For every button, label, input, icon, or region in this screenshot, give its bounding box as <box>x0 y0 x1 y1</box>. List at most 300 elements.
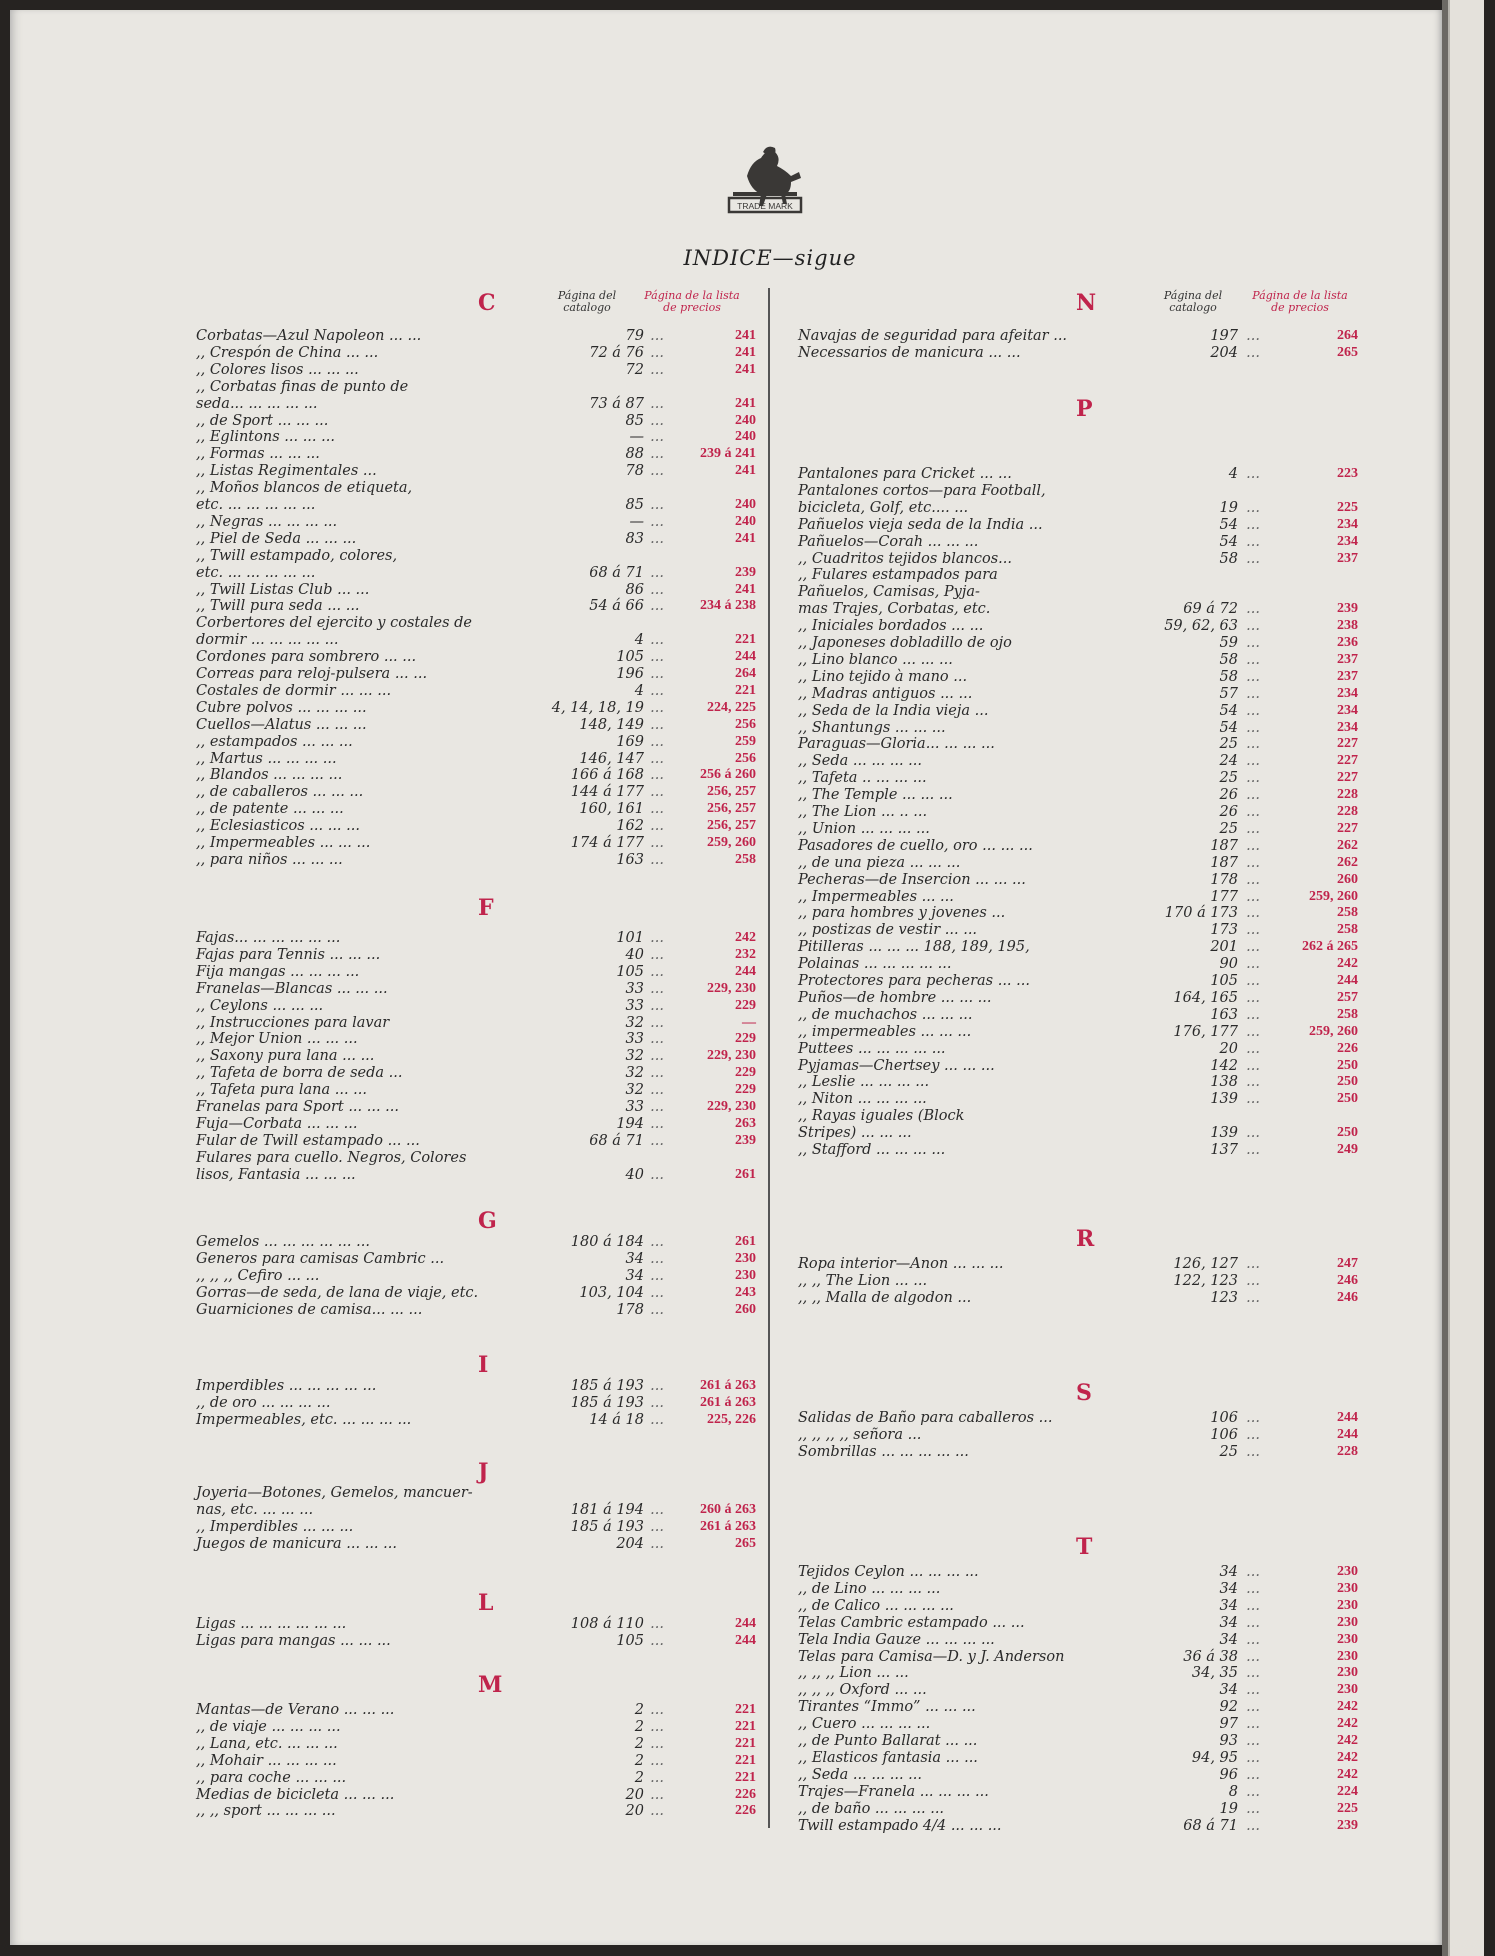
section-letter-r: R <box>1076 1226 1095 1252</box>
leader-dots: ... <box>650 682 664 699</box>
price-list-page-number: 264 <box>735 666 756 681</box>
index-entry <box>196 1395 756 1412</box>
index-entry <box>196 1133 756 1150</box>
leader-dots: ... <box>1246 601 1260 618</box>
leader-dots: ... <box>650 1518 664 1535</box>
price-list-page-number: 265 <box>735 1535 756 1551</box>
entry-label: Pecheras—de Insercion ... ... ... <box>798 871 1026 888</box>
entry-label: Pitilleras ... ... ... 188, 189, 195, <box>798 939 1030 956</box>
leader-dots: ... <box>1246 956 1260 973</box>
index-entry <box>196 784 756 801</box>
entry-label: ,, postizas de vestir ... ... <box>798 922 978 939</box>
entry-label: ,, Lana, etc. ... ... ... <box>196 1735 338 1752</box>
entry-label: Imperdibles ... ... ... ... ... <box>196 1378 377 1394</box>
entry-label: Fuja—Corbata ... ... ... <box>196 1115 358 1132</box>
entry-label: Joyeria—Botones, Gemelos, mancuer- <box>196 1485 473 1501</box>
price-list-page-number: 229 <box>735 1065 756 1081</box>
entry-label: Navajas de seguridad para afeitar ... <box>798 328 1068 344</box>
leader-dots: ... <box>650 649 664 666</box>
catalog-page-number: 68 á 71 <box>1183 1817 1238 1834</box>
trade-mark-label: TRADE MARK <box>737 201 793 211</box>
leader-dots: ... <box>1246 989 1260 1006</box>
leader-dots: ... <box>1246 973 1260 989</box>
index-entry <box>196 1519 756 1536</box>
price-list-page-number: 238 <box>1337 618 1358 634</box>
section-letter-g: G <box>478 1208 497 1234</box>
leader-dots: ... <box>1246 770 1260 787</box>
catalog-page-number: 79 <box>625 328 644 344</box>
index-entry <box>196 981 756 998</box>
leader-dots: ... <box>650 361 664 378</box>
index-entry <box>798 1024 1358 1041</box>
index-entry <box>196 548 756 565</box>
index-entry <box>196 396 756 413</box>
index-entry <box>196 1302 756 1319</box>
next-page-edge <box>1448 0 1484 1956</box>
entry-label: Mantas—de Verano ... ... ... <box>196 1702 395 1718</box>
index-entry <box>196 947 756 964</box>
entry-label: etc. ... ... ... ... ... <box>196 564 316 581</box>
catalog-page-number: 178 <box>1210 871 1238 888</box>
price-list-page-number: 261 á 263 <box>700 1518 756 1534</box>
index-entry <box>798 584 1358 601</box>
leader-dots: ... <box>1246 466 1260 482</box>
leader-dots: ... <box>650 1702 664 1718</box>
catalog-page-number: 25 <box>1219 1443 1238 1460</box>
entry-label: ,, impermeables ... ... ... <box>798 1023 972 1040</box>
price-list-page-number: 224 <box>1337 1783 1358 1799</box>
entry-label: Protectores para pecheras ... ... <box>798 973 1030 989</box>
index-entry <box>798 534 1358 551</box>
entry-label: Franelas para Sport ... ... ... <box>196 1099 400 1115</box>
leader-dots: ... <box>1246 939 1260 956</box>
entry-label: ,, de Calico ... ... ... ... <box>798 1597 954 1614</box>
catalog-page-number: 108 á 110 <box>570 1616 644 1632</box>
index-entry <box>798 990 1358 1007</box>
price-list-page-number: 259, 260 <box>1309 888 1358 904</box>
catalog-page-number: 142 <box>1210 1057 1238 1074</box>
price-list-page-number: 232 <box>735 946 756 962</box>
entry-label: ,, de oro ... ... ... ... <box>196 1394 331 1411</box>
price-list-page-number: 239 <box>735 564 756 580</box>
entry-label: Telas para Camisa—D. y J. Anderson <box>798 1648 1065 1665</box>
catalog-page-number: 2 <box>634 1702 644 1718</box>
entry-label: ,, Impermeables ... ... <box>798 888 954 905</box>
price-list-page-number: 227 <box>1337 770 1358 786</box>
price-list-page-number: 256, 257 <box>707 801 756 817</box>
leader-dots: ... <box>1246 1289 1260 1306</box>
entry-label: ,, Lino tejido à mano ... <box>798 668 968 685</box>
price-list-page-number: 229 <box>735 1082 756 1098</box>
section-letter-l: L <box>478 1590 494 1616</box>
leader-dots: ... <box>650 801 664 818</box>
leader-dots: ... <box>650 429 664 446</box>
price-list-page-number: 246 <box>1337 1289 1358 1305</box>
price-list-page-number: 229 <box>735 1031 756 1047</box>
index-entry <box>798 736 1358 753</box>
index-entry <box>798 1444 1358 1461</box>
entry-label: ,, Twill Listas Club ... ... <box>196 581 370 598</box>
entry-label: ,, Formas ... ... ... <box>196 446 320 463</box>
catalog-page-number: 58 <box>1219 668 1238 685</box>
leader-dots: ... <box>1246 1564 1260 1580</box>
index-entry <box>798 1818 1358 1835</box>
entry-label: Gorras—de seda, de lana de viaje, etc. <box>196 1284 479 1301</box>
entry-label: Corbertores del ejercito y costales de <box>196 615 472 632</box>
leader-dots: ... <box>650 632 664 649</box>
leader-dots: ... <box>650 818 664 835</box>
section-letter-p: P <box>1076 396 1093 422</box>
index-entry <box>798 1091 1358 1108</box>
catalog-page-number: 105 <box>616 649 644 666</box>
price-list-page-number: 265 <box>1337 344 1358 360</box>
entry-label: Ligas para mangas ... ... ... <box>196 1632 391 1649</box>
catalog-page-number: 54 á 66 <box>589 598 644 615</box>
entry-label: Puttees ... ... ... ... ... <box>798 1040 946 1057</box>
catalog-page-number: 78 <box>625 463 644 480</box>
leader-dots: ... <box>650 1301 664 1318</box>
index-entry <box>798 1733 1358 1750</box>
entry-label: ,, Blandos ... ... ... ... <box>196 767 343 784</box>
catalog-page-number: 204 <box>616 1535 644 1552</box>
entry-label: ,, Saxony pura lana ... ... <box>196 1048 375 1065</box>
index-entry <box>196 734 756 751</box>
leader-dots: ... <box>650 1378 664 1394</box>
price-list-page-number: 241 <box>735 530 756 546</box>
index-entry <box>196 582 756 599</box>
entry-label: etc. ... ... ... ... ... <box>196 497 316 513</box>
catalog-page-number: 33 <box>625 980 644 997</box>
index-entry <box>798 1007 1358 1024</box>
price-list-page-number: 230 <box>1337 1564 1358 1579</box>
section-letter-t: T <box>1076 1534 1093 1560</box>
index-entry <box>798 500 1358 517</box>
catalog-page-number: 181 á 194 <box>570 1501 644 1518</box>
entry-label: Cuellos—Alatus ... ... ... <box>196 716 367 733</box>
catalog-page-number: 34 <box>1219 1564 1238 1580</box>
price-list-page-number: 242 <box>1337 1733 1358 1748</box>
index-entry <box>798 922 1358 939</box>
catalog-page-number: 187 <box>1210 854 1238 871</box>
index-entry <box>798 635 1358 652</box>
price-list-page-number: 261 <box>735 1234 756 1249</box>
catalog-page-number: 36 á 38 <box>1183 1648 1238 1665</box>
price-list-page-number: 227 <box>1337 820 1358 836</box>
index-entry <box>196 1736 756 1753</box>
index-entry <box>196 767 756 784</box>
price-list-page-number: 228 <box>1337 804 1358 819</box>
section-letter-i: I <box>478 1352 489 1378</box>
index-entry <box>196 598 756 615</box>
leader-dots: ... <box>650 930 664 946</box>
entry-label: ,, Union ... ... ... ... <box>798 820 930 837</box>
price-list-page-number: 258 <box>1337 1006 1358 1022</box>
price-list-page-number: 221 <box>735 1769 756 1785</box>
catalog-page-number: 72 <box>625 361 644 378</box>
entry-label: ,, Niton ... ... ... ... <box>798 1091 927 1108</box>
price-list-page-number: 224, 225 <box>707 699 756 715</box>
catalog-page-number: 20 <box>625 1786 644 1803</box>
price-list-page-number: 242 <box>1337 1716 1358 1732</box>
entry-label: ,, Seda ... ... ... ... <box>798 753 923 770</box>
leader-dots: ... <box>1246 635 1260 651</box>
catalog-page-number: 139 <box>1210 1091 1238 1108</box>
price-list-page-number: 229, 230 <box>707 980 756 996</box>
entry-label: ,, Piel de Seda ... ... ... <box>196 530 357 547</box>
catalog-page-number: 178 <box>616 1301 644 1318</box>
catalog-page-number: 33 <box>625 1031 644 1048</box>
entry-label: Cordones para sombrero ... ... <box>196 649 417 666</box>
entry-label: ,, Seda de la India vieja ... <box>798 702 989 719</box>
index-entry <box>798 703 1358 720</box>
leader-dots: ... <box>1246 668 1260 685</box>
catalog-page-number: 170 á 173 <box>1164 905 1238 922</box>
leader-dots: ... <box>650 412 664 429</box>
index-entry <box>196 480 756 497</box>
catalog-page-number: 174 á 177 <box>570 835 644 851</box>
price-list-page-number: 221 <box>735 1752 756 1768</box>
index-entry <box>196 1099 756 1116</box>
index-entry <box>798 551 1358 568</box>
entry-label: ,, Twill pura seda ... ... <box>196 598 360 615</box>
catalog-page-number: 32 <box>625 1065 644 1082</box>
index-entry <box>798 1598 1358 1615</box>
leader-dots: ... <box>650 1394 664 1411</box>
price-list-page-number: 256 á 260 <box>700 767 756 783</box>
entry-label: ,, Ceylons ... ... ... <box>196 997 324 1014</box>
price-list-page-number: 223 <box>1337 466 1358 481</box>
index-entry <box>196 717 756 734</box>
index-entry <box>196 1065 756 1082</box>
catalog-page-number: 85 <box>625 497 644 513</box>
leader-dots: ... <box>1246 328 1260 344</box>
entry-label: ,, Instrucciones para lavar <box>196 1014 390 1031</box>
leader-dots: ... <box>1246 1817 1260 1834</box>
leader-dots: ... <box>650 1718 664 1735</box>
price-list-page-number: 228 <box>1337 787 1358 803</box>
index-entry <box>798 1615 1358 1632</box>
entry-label: Costales de dormir ... ... ... <box>196 682 392 699</box>
column-divider <box>768 288 770 1828</box>
entry-label: ,, ,, sport ... ... ... ... <box>196 1803 336 1820</box>
entry-label: Pantalones para Cricket ... ... <box>798 466 1012 482</box>
catalog-page-number: 96 <box>1219 1766 1238 1783</box>
entry-label: Gemelos ... ... ... ... ... ... <box>196 1234 370 1250</box>
price-list-page-number: 264 <box>1337 328 1358 343</box>
price-list-page-number: 243 <box>735 1284 756 1300</box>
entry-label: Corbatas—Azul Napoleon ... ... <box>196 328 422 344</box>
entry-label: Pañuelos, Camisas, Pyja- <box>798 584 980 601</box>
price-list-page-number: 237 <box>1337 651 1358 667</box>
index-entry <box>196 1770 756 1787</box>
index-entry <box>196 852 756 869</box>
index-entry <box>196 1702 756 1719</box>
index-entry <box>196 649 756 666</box>
index-entry <box>798 1649 1358 1666</box>
leader-dots: ... <box>1246 1631 1260 1648</box>
index-entry <box>196 1803 756 1820</box>
entry-label: Pasadores de cuello, oro ... ... ... <box>798 837 1033 854</box>
leader-dots: ... <box>1246 1699 1260 1716</box>
price-list-page-number: 228 <box>1337 1443 1358 1459</box>
leader-dots: ... <box>1246 1443 1260 1460</box>
price-list-page-number: 261 <box>735 1166 756 1182</box>
price-list-page-number: 244 <box>1337 1410 1358 1425</box>
catalog-page-number: 20 <box>1219 1040 1238 1057</box>
index-entry <box>196 328 756 345</box>
leader-dots: ... <box>650 1234 664 1250</box>
entry-label: ,, Eglintons ... ... ... <box>196 429 335 446</box>
index-entry <box>798 939 1358 956</box>
leader-dots: ... <box>1246 499 1260 516</box>
catalog-page-number: 54 <box>1219 516 1238 533</box>
price-list-page-number: 241 <box>735 344 756 360</box>
leader-dots: ... <box>650 1752 664 1769</box>
entry-label: Fajas... ... ... ... ... ... <box>196 930 341 946</box>
leader-dots: ... <box>650 1535 664 1552</box>
price-list-page-number: 261 á 263 <box>700 1378 756 1393</box>
leader-dots: ... <box>650 513 664 530</box>
index-entry <box>798 821 1358 838</box>
index-entry <box>798 1125 1358 1142</box>
entry-label: Tela India Gauze ... ... ... ... <box>798 1631 995 1648</box>
price-list-page-number: 250 <box>1337 1091 1358 1107</box>
index-entry <box>196 1536 756 1553</box>
catalog-page-number: 25 <box>1219 770 1238 787</box>
leader-dots: ... <box>650 564 664 581</box>
leader-dots: ... <box>1246 1074 1260 1091</box>
catalog-page-number: 103, 104 <box>579 1284 644 1301</box>
leader-dots: ... <box>1246 719 1260 736</box>
catalog-page-number: 40 <box>625 946 644 963</box>
index-entry <box>196 964 756 981</box>
entry-label: ,, ,, ,, Lion ... ... <box>798 1665 909 1682</box>
price-list-page-number: 244 <box>735 649 756 665</box>
price-list-page-number: 226 <box>735 1786 756 1802</box>
index-entry <box>196 751 756 768</box>
catalog-page-number: 54 <box>1219 533 1238 550</box>
index-entry <box>798 905 1358 922</box>
entry-label: Generos para camisas Cambric ... <box>196 1250 445 1267</box>
catalog-page-number: 101 <box>616 930 644 946</box>
leader-dots: ... <box>650 784 664 801</box>
index-entry <box>798 1058 1358 1075</box>
index-entry <box>798 669 1358 686</box>
catalog-page-number: 83 <box>625 530 644 547</box>
price-list-page-number: 229 <box>735 997 756 1013</box>
catalog-page-number: 34 <box>1219 1580 1238 1597</box>
leader-dots: ... <box>1246 1057 1260 1074</box>
leader-dots: ... <box>650 716 664 733</box>
catalog-page-number: 138 <box>1210 1074 1238 1091</box>
price-list-page-number: 226 <box>1337 1040 1358 1056</box>
price-list-page-number: 256 <box>735 716 756 732</box>
index-entry <box>196 497 756 514</box>
section-letter-j: J <box>478 1459 489 1485</box>
price-list-page-number: 234 <box>1337 685 1358 701</box>
index-entry <box>798 1750 1358 1767</box>
price-list-page-number: 221 <box>735 1735 756 1751</box>
section-letter-m: M <box>478 1672 503 1698</box>
catalog-page-number: 69 á 72 <box>1183 601 1238 618</box>
price-list-page-number: 225, 226 <box>707 1411 756 1427</box>
index-entry <box>196 1753 756 1770</box>
price-list-page-number: 230 <box>1337 1580 1358 1596</box>
catalog-page-number: 139 <box>1210 1125 1238 1142</box>
catalog-page-number: 187 <box>1210 837 1238 854</box>
catalog-page-number: 33 <box>625 997 644 1014</box>
catalog-page-number: 185 á 193 <box>570 1518 644 1535</box>
leader-dots: ... <box>650 1803 664 1820</box>
index-entry <box>798 1716 1358 1733</box>
price-list-page-number: 242 <box>1337 956 1358 972</box>
index-entry <box>798 328 1358 345</box>
entry-label: Twill estampado 4/4 ... ... ... <box>798 1817 1002 1834</box>
catalog-page-number: 25 <box>1219 736 1238 753</box>
entry-label: ,, ,, ,, ,, señora ... <box>798 1426 922 1443</box>
leader-dots: ... <box>650 581 664 598</box>
price-list-page-number: 242 <box>1337 1766 1358 1782</box>
entry-label: ,, Eclesiasticos ... ... ... <box>196 818 360 835</box>
entry-label: ,, Tafeta pura lana ... ... <box>196 1082 367 1099</box>
catalog-page-number: 85 <box>625 412 644 429</box>
index-entry <box>798 1273 1358 1290</box>
price-list-page-number: 241 <box>735 361 756 377</box>
index-entry <box>798 466 1358 483</box>
leader-dots: ... <box>1246 516 1260 533</box>
leader-dots: ... <box>650 463 664 480</box>
index-entry <box>196 1633 756 1650</box>
index-entry <box>196 362 756 379</box>
leader-dots: ... <box>650 1411 664 1428</box>
leader-dots: ... <box>650 750 664 767</box>
price-list-page-number: 263 <box>735 1115 756 1131</box>
catalog-page-number: 148, 149 <box>579 716 644 733</box>
leader-dots: ... <box>1246 922 1260 939</box>
price-list-page-header: Página de la lista de precios <box>1252 289 1348 314</box>
entry-label: ,, de viaje ... ... ... ... <box>196 1718 341 1735</box>
catalog-page-number: 34 <box>1219 1631 1238 1648</box>
entry-label: ,, Tafeta de borra de seda ... <box>196 1065 403 1082</box>
entry-label: Pañuelos vieja seda de la India ... <box>798 516 1043 533</box>
catalog-page-number: 144 á 177 <box>570 784 644 801</box>
catalog-page-number: 54 <box>1219 719 1238 736</box>
catalog-page-number: 34, 35 <box>1191 1665 1238 1682</box>
index-entry <box>798 483 1358 500</box>
leader-dots: ... <box>650 1786 664 1803</box>
entry-label: ,, Stafford ... ... ... ... <box>798 1142 946 1158</box>
catalog-page-number: 72 á 76 <box>589 344 644 361</box>
catalog-page-number: 106 <box>1210 1426 1238 1443</box>
price-list-page-number: 259, 260 <box>1309 1023 1358 1039</box>
index-entry <box>798 838 1358 855</box>
price-list-page-number: 256 <box>735 750 756 766</box>
price-list-page-number: 258 <box>1337 922 1358 938</box>
catalog-page-number: 25 <box>1219 820 1238 837</box>
index-entry <box>196 1502 756 1519</box>
entry-label: ,, Martus ... ... ... ... <box>196 750 337 767</box>
catalog-page-number: 4 <box>634 632 644 649</box>
leader-dots: ... <box>1246 1580 1260 1597</box>
price-list-page-number: 242 <box>1337 1749 1358 1765</box>
catalog-page-number: 177 <box>1210 888 1238 905</box>
index-entry <box>798 1074 1358 1091</box>
catalog-page-header: Página del catalogo <box>557 289 617 314</box>
catalog-page-number: 90 <box>1219 956 1238 973</box>
price-list-page-number: 221 <box>735 1702 756 1717</box>
leader-dots: ... <box>650 1616 664 1632</box>
index-entry <box>798 787 1358 804</box>
